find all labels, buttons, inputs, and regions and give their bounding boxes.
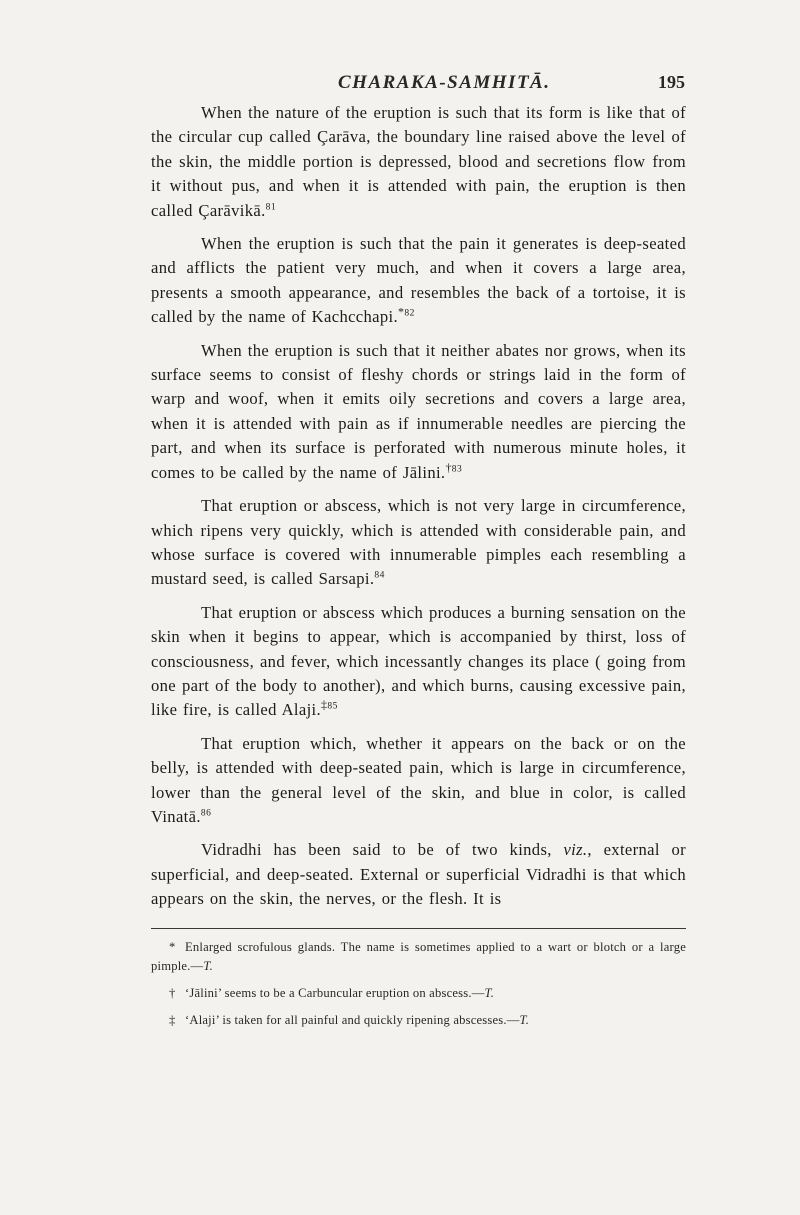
footnote-divider — [151, 928, 686, 929]
paragraph-vidradhi — [151, 838, 686, 911]
verse-reference: 84 — [374, 570, 385, 581]
paragraph-text: That eruption or abscess which produces a burning sensation on the skin when it begins to appear, which is accompanied by thirst, loss of consciousness, and fever, which incessantly changes its place ( going from one part of the body to another), and which burns, causing excessive pain, like fire, is called Alaji. — [151, 602, 686, 720]
running-title: CHARAKA-SAMHITĀ. — [338, 72, 551, 93]
verse-reference: 83 — [451, 464, 463, 475]
paragraph-text: When the nature of the eruption is such that its form is like that of the circular cup called Çarāva, the boundary line raised above the level of the skin, the middle portion is depressed, blood and secretions flow from it without pus, and when it is attended with pain, the eruption is then called Çarāvikā. — [151, 103, 686, 220]
paragraph-alaji — [151, 601, 686, 723]
footnote-mark: * — [398, 304, 405, 319]
paragraph-sarsapi — [151, 494, 686, 592]
verse-reference: 85 — [327, 701, 338, 712]
footnote-text: Enlarged scrofulous glands. The name is sometimes applied to a wart or blotch or a large pimple.— — [151, 940, 686, 973]
paragraph-caravika — [151, 101, 686, 223]
paragraph-text-end: , external or superficial, and deep-seated. External or superficial Vidradhi is that which appears on the skin, the nerves, or the flesh. It is — [151, 840, 687, 909]
page-header — [150, 72, 685, 100]
footnotes — [151, 938, 686, 1038]
verse-reference: 86 — [200, 808, 212, 819]
footnote-mark: † — [445, 460, 452, 475]
footnote-symbol: * — [169, 940, 176, 954]
verse-reference: 82 — [404, 308, 415, 319]
paragraph-text-start: Vidradhi has been said to be of two kinds, — [201, 840, 552, 860]
paragraph-text: That eruption which, whether it appears on the back or on the belly, is attended with deep-seated pain, which is large in circumference, lower than the general level of the skin, and blue in color, is called Vinatā. — [151, 733, 686, 826]
translator-mark: T. — [519, 1013, 530, 1027]
paragraph-text: When the eruption is such that it neither abates nor grows, when its surface seems to consist of fleshy chords or strings laid in the form of warp and woof, when it emits oily secretions and covers a large area, when it is attended with pain as if innumerable needles are piercing the part, and when its surface is perforated with numerous minute holes, it comes to be called by the name of Jālini. — [151, 340, 686, 482]
paragraph-kachcchapi — [151, 232, 686, 330]
footnote-alaji — [151, 1011, 686, 1030]
translator-mark: T. — [203, 959, 213, 973]
footnote-jalini — [151, 984, 686, 1003]
footnote-text: ‘Jālini’ seems to be a Carbuncular eruption on abscess.— — [185, 986, 485, 1000]
footnote-kachcchapi — [151, 938, 686, 976]
viz-abbreviation: viz. — [563, 840, 588, 860]
paragraph-text: When the eruption is such that the pain it generates is deep-seated and afflicts the patient very much, and when it covers a large area, presents a smooth appearance, and resembles the back of a tortoise, it is called by the name of Kachcchapi. — [151, 234, 686, 327]
footnote-text: ‘Alaji’ is taken for all painful and quickly ripening abscesses.— — [185, 1013, 520, 1027]
footnote-symbol: ‡ — [169, 1013, 176, 1027]
page-number: 195 — [658, 72, 685, 92]
verse-reference: 81 — [265, 202, 277, 213]
body-text — [151, 101, 686, 921]
footnote-symbol: † — [169, 986, 176, 1000]
paragraph-text: That eruption or abscess, which is not very large in circumference, which ripens very quickly, which is attended with considerable pain, and whose surface is covered with innumerable pimples each resembling a mustard seed, is called Sarsapi. — [151, 496, 686, 589]
footnote-mark: ‡ — [321, 697, 328, 712]
paragraph-vinata — [151, 732, 686, 830]
paragraph-jalini — [151, 339, 686, 485]
translator-mark: T. — [484, 986, 495, 1000]
